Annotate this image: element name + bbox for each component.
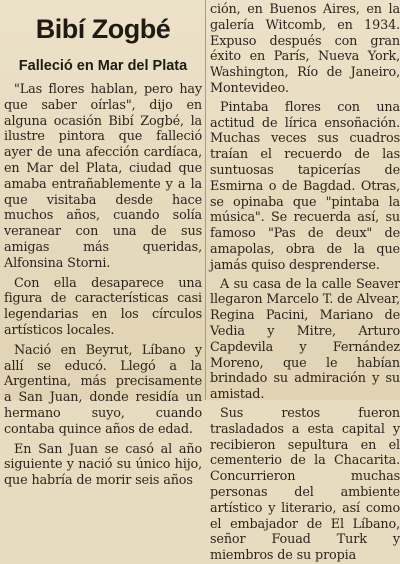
paragraph: A su casa de la calle Seaver llegaron Marcelo T. de Alvear, Regina Pacini, Mariano de Vedia y Mitre, Arturo Capdevila y Fernández Moreno, que le habían brindado su admiración y su amistad. [210,276,400,403]
left-column [4,0,202,489]
paragraph: Nació en Beyrut, Líbano y allí se educó. Llegó a la Argentina, más precisamente a San Juan, donde residía un hermano suyo, cuando contaba quince años de edad. [4,342,202,437]
paragraph: ción, en Buenos Aires, en la galería Witcomb, en 1934. Expuso después con gran éxito en París, Nueva York, Washington, Río de Janeiro, Montevideo. [210,2,400,96]
column-divider [205,0,206,400]
headline: Bibí Zogbé [35,14,171,44]
subheadline: Falleció en Mar del Plata [18,58,188,74]
paragraph: Sus restos fueron trasladados a esta capital y recibieron sepultura en el cementerio de la Chacarita. Concurrieron muchas personas del ambiente artístico y literario, así como el embajador de El Líbano, señor Fouad Turk y miembros de su propia [210,405,400,564]
paragraph: "Las flores hablan, pero hay que saber oírlas", dijo en alguna ocasión Bibí Zogbé, la ilustre pintora que falleció ayer de una afección cardíaca, en Mar del Plata, ciudad que amaba entrañablemente y a la que visitaba desde hace muchos años, cuando solía veranear con una de sus amigas más queridas, Alfonsina Storni. [4,82,202,271]
paragraph: Con ella desaparece una figura de características casi legendarias en los círculos artísticos locales. [4,275,202,338]
paragraph: Pintaba flores con una actitud de lírica ensoñación. Muchas veces sus cuadros traían el recuerdo de las suntuosas tapicerías de Esmirna o de Bagdad. Otras, se opinaba que "pintaba la música". Se recuerda así, su famoso "Pas de deux" de amapolas, obra de la que jamás quiso desprenderse. [210,99,400,273]
paragraph: En San Juan se casó al año siguiente y nació su único hijo, que habría de morir seis años [4,441,202,489]
right-column [210,0,400,564]
